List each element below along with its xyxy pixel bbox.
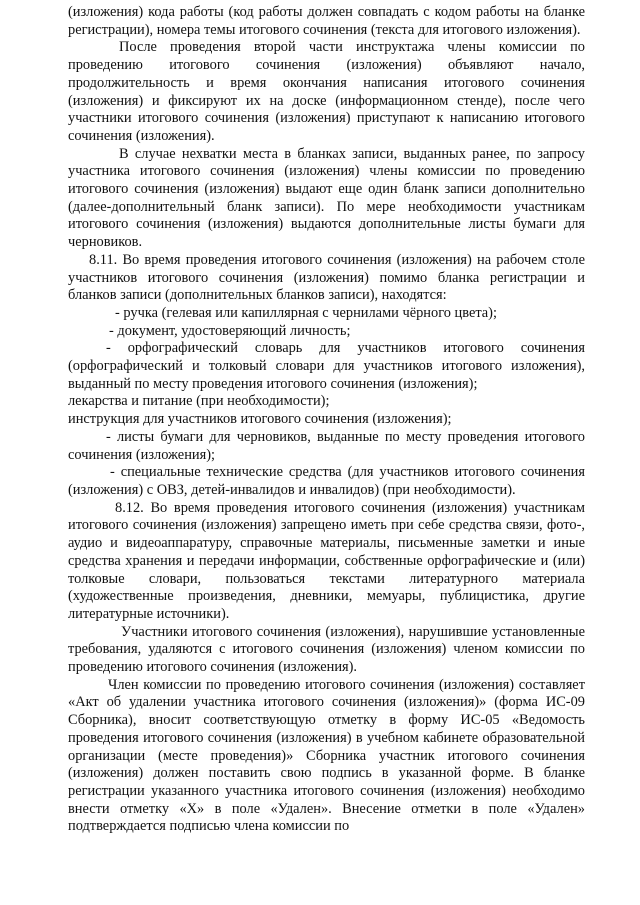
paragraph-extra-forms: В случае нехватки места в бланках записи, выданных ранее, по запросу участника итогового сочинения (изложения) члены комиссии по проведению итогового сочинения (изложения) выдают еще один бланк записи дополнительно (далее-дополнительный бланк записи). По мере необходимости участникам итогового сочинения (изложения) выдаются дополнительные листы бумаги для черновиков. bbox=[68, 145, 585, 251]
allowed-items-list bbox=[68, 305, 585, 500]
list-item-medicine: лекарства и питание (при необходимости); bbox=[68, 393, 330, 410]
paragraph-continuation: (изложения) кода работы (код работы должен совпадать с кодом работы на бланке регистрации), номера темы итогового сочинения (текста для итогового изложения). bbox=[68, 4, 585, 38]
paragraph-section-8-11: 8.11. Во время проведения итогового сочинения (изложения) на рабочем столе участников итогового сочинения (изложения) помимо бланка регистрации и бланков записи (дополнительных бланков записи), находятся: bbox=[68, 251, 585, 304]
list-item-technical-means: - специальные технические средства (для участников итогового сочинения (изложения) с ОВЗ, детей-инвалидов и инвалидов) (при необходимости). bbox=[68, 464, 585, 498]
paragraph-section-8-12: 8.12. Во время проведения итогового сочинения (изложения) участникам итогового сочинения (изложения) запрещено иметь при себе средства связи, фото-, аудио и видеоаппаратуру, справочные материалы, письменные заметки и иные средства хранения и передачи информации, собственные орфографические и (или) толковые словари, пользоваться текстами литературного материала (художественные произведения, дневники, мемуары, публицистика, другие литературные источники). bbox=[68, 499, 585, 622]
list-item-dictionary: - орфографический словарь для участников итогового сочинения (орфографический и толковый словари для участников итогового изложения), выданный по месту проведения итогового сочинения (изложения); bbox=[68, 340, 585, 392]
paragraph-instruction-start: После проведения второй части инструктажа члены комиссии по проведению итогового сочинения (изложения) объявляют начало, продолжительность и время окончания написания итогового сочинения (изложения) и фиксируют их на доске (информационном стенде), после чего участники итогового сочинения (изложения) приступают к написанию итогового сочинения (изложения). bbox=[68, 39, 585, 144]
list-item-draft-sheets: - листы бумаги для черновиков, выданные по месту проведения итогового сочинения (изложения); bbox=[68, 428, 585, 463]
document-body bbox=[68, 4, 585, 836]
list-item-pen: - ручка (гелевая или капиллярная с чернилами чёрного цвета); bbox=[115, 304, 497, 321]
paragraph-removal-act: Член комиссии по проведению итогового сочинения (изложения) составляет «Акт об удалении участника итогового сочинения (изложения)» (форма ИС-09 Сборника), вносит соответствующую отметку в форму ИС-05 «Ведомость проведения итогового сочинения (изложения) в учебном кабинете образовательной организации (месте проведения)» Сборника участник итогового сочинения (изложения) должен поставить свою подпись в указанной форме. В бланке регистрации указанного участника итогового сочинения (изложения) необходимо внести отметку «Х» в поле «Удален». Внесение отметки в поле «Удален» подтверждается подписью члена комиссии по bbox=[68, 676, 585, 835]
list-item-instruction: инструкция для участников итогового сочинения (изложения); bbox=[68, 411, 452, 428]
paragraph-removal: Участники итогового сочинения (изложения), нарушившие установленные требования, удаляются с итогового сочинения (изложения) членом комиссии по проведению итогового сочинения (изложения). bbox=[68, 623, 585, 676]
list-item-id-document: - документ, удостоверяющий личность; bbox=[109, 322, 351, 339]
